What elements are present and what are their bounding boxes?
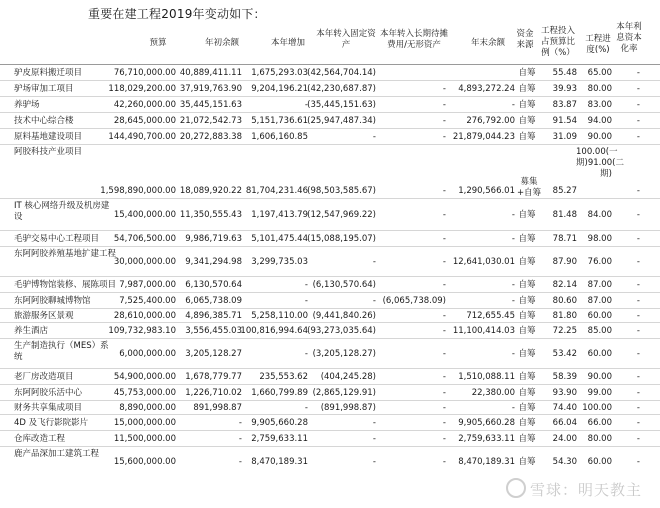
cell-progress: 90.00 bbox=[587, 372, 612, 382]
cell-begin: 9,341,294.98 bbox=[185, 257, 242, 267]
cell-budget: 15,600,000.00 bbox=[113, 457, 176, 467]
cell-progress: 98.00 bbox=[587, 234, 612, 244]
cell-begin: 891,998.87 bbox=[193, 403, 242, 413]
cell-ratio: 93.90 bbox=[552, 388, 577, 398]
cell-to-fixed: (15,088,195.07) bbox=[307, 234, 376, 244]
cell-end: 2,759,633.11 bbox=[458, 434, 515, 444]
cell-progress: 60.00 bbox=[587, 457, 612, 467]
cell-cap-rate: - bbox=[636, 296, 640, 306]
cell-cap-rate: - bbox=[636, 434, 640, 444]
watermark-text: 雪球：明天教主 bbox=[529, 481, 642, 499]
cell-name: 阿胶科技产业项目 bbox=[14, 147, 83, 157]
cell-cap-rate: - bbox=[636, 280, 640, 290]
cell-to-fixed: (25,947,487.34) bbox=[307, 116, 376, 126]
cell-budget: 76,710,000.00 bbox=[113, 68, 176, 78]
cell-to-fixed: (93,273,035.64) bbox=[307, 326, 376, 336]
cell-ratio: 55.48 bbox=[552, 68, 577, 78]
cell-begin: 35,445,151.63 bbox=[179, 100, 242, 110]
header-source: 资金来源 bbox=[516, 29, 534, 50]
table-row bbox=[0, 96, 660, 113]
table-row bbox=[0, 276, 660, 293]
cell-source: 募集+自筹 bbox=[516, 177, 542, 198]
cell-cap-rate: - bbox=[636, 100, 640, 110]
table-row bbox=[0, 80, 660, 97]
watermark bbox=[506, 478, 642, 500]
cell-add: 235,553.62 bbox=[259, 372, 308, 382]
cell-ratio: 53.42 bbox=[552, 349, 577, 359]
cell-name: 养驴场 bbox=[14, 100, 40, 110]
cell-to-fixed: (42,230,687.87) bbox=[307, 84, 376, 94]
cell-add: 5,258,110.00 bbox=[251, 311, 308, 321]
table-row bbox=[0, 446, 660, 477]
cell-name: 东阿阿胶乐活中心 bbox=[14, 388, 83, 398]
cell-add: 1,606,160.85 bbox=[251, 132, 308, 142]
cell-end: 4,893,272.24 bbox=[458, 84, 515, 94]
cell-budget: 30,000,000.00 bbox=[113, 257, 176, 267]
cell-end: 712,655.45 bbox=[466, 311, 515, 321]
cell-to-longterm: - bbox=[442, 326, 446, 336]
cell-to-longterm: - bbox=[442, 257, 446, 267]
cell-add: 2,759,633.11 bbox=[251, 434, 308, 444]
cell-progress: 90.00 bbox=[587, 132, 612, 142]
cell-cap-rate: - bbox=[636, 116, 640, 126]
cell-to-fixed: (98,503,585.67) bbox=[307, 186, 376, 196]
cell-cap-rate: - bbox=[636, 457, 640, 467]
cell-to-fixed: - bbox=[372, 296, 376, 306]
cell-name: 原料基地建设项目 bbox=[14, 132, 83, 142]
table-row bbox=[0, 198, 660, 231]
cell-to-fixed: (9,441,840.26) bbox=[312, 311, 376, 321]
cell-ratio: 81.48 bbox=[552, 210, 577, 220]
cell-ratio: 91.54 bbox=[552, 116, 577, 126]
cell-ratio: 39.93 bbox=[552, 84, 577, 94]
cell-cap-rate: - bbox=[636, 186, 640, 196]
cell-end: 1,510,088.11 bbox=[458, 372, 515, 382]
cell-progress: 80.00 bbox=[587, 84, 612, 94]
table-row bbox=[0, 430, 660, 447]
cell-budget: 118,029,200.00 bbox=[108, 84, 176, 94]
cell-source: 自筹 bbox=[518, 372, 536, 382]
cell-source: 自筹 bbox=[518, 234, 536, 244]
cell-to-longterm: (6,065,738.09) bbox=[382, 296, 446, 306]
cell-ratio: 54.30 bbox=[552, 457, 577, 467]
cell-source: 自筹 bbox=[518, 280, 536, 290]
cell-end: - bbox=[511, 296, 515, 306]
cell-add: - bbox=[304, 349, 308, 359]
table-title: 重要在建工程2019年变动如下： bbox=[88, 7, 266, 21]
cell-source: 自筹 bbox=[518, 68, 536, 78]
cell-to-longterm: - bbox=[442, 280, 446, 290]
cell-to-fixed: - bbox=[372, 257, 376, 267]
cell-to-fixed: - bbox=[372, 457, 376, 467]
cell-to-fixed: - bbox=[372, 132, 376, 142]
cell-name: 生产制造执行（MES）系统 bbox=[14, 341, 109, 362]
table-row bbox=[0, 400, 660, 415]
cell-to-longterm: - bbox=[442, 434, 446, 444]
table-row bbox=[0, 384, 660, 401]
header-cap-rate: 本年利息资本化率 bbox=[616, 22, 642, 54]
cell-begin: 1,226,710.02 bbox=[185, 388, 242, 398]
cell-begin: 4,896,385.71 bbox=[185, 311, 242, 321]
cell-source: 自筹 bbox=[518, 84, 536, 94]
cell-to-fixed: - bbox=[372, 418, 376, 428]
table-row bbox=[0, 230, 660, 247]
cell-end: - bbox=[511, 210, 515, 220]
header-to-longterm: 本年转入长期待摊费用/无形资产 bbox=[380, 29, 449, 50]
cell-to-fixed: (404,245.28) bbox=[320, 372, 376, 382]
cell-to-longterm: - bbox=[442, 372, 446, 382]
cell-progress: 87.00 bbox=[587, 296, 612, 306]
cell-to-longterm: - bbox=[442, 234, 446, 244]
header-begin: 年初余额 bbox=[204, 38, 239, 48]
cell-cap-rate: - bbox=[636, 388, 640, 398]
cell-to-longterm: - bbox=[442, 116, 446, 126]
cell-to-fixed: (3,205,128.27) bbox=[312, 349, 376, 359]
cell-to-longterm: - bbox=[442, 311, 446, 321]
cell-end: 11,100,414.03 bbox=[452, 326, 515, 336]
cell-source: 自筹 bbox=[518, 296, 536, 306]
cell-progress: 100.00(一期)91.00(二期) bbox=[576, 147, 624, 179]
cell-ratio: 66.04 bbox=[552, 418, 577, 428]
cell-budget: 54,900,000.00 bbox=[113, 372, 176, 382]
cell-progress: 60.00 bbox=[587, 311, 612, 321]
cell-source: 自筹 bbox=[518, 457, 536, 467]
table-header bbox=[0, 22, 660, 64]
cell-add: 9,905,660.28 bbox=[251, 418, 308, 428]
cell-to-fixed: - bbox=[372, 434, 376, 444]
cell-to-longterm: - bbox=[442, 84, 446, 94]
header-to-fixed: 本年转入固定资产 bbox=[316, 29, 376, 50]
cell-ratio: 78.71 bbox=[552, 234, 577, 244]
cell-to-longterm: - bbox=[442, 349, 446, 359]
table-row bbox=[0, 144, 660, 199]
cell-to-longterm: - bbox=[442, 418, 446, 428]
cell-progress: 100.00 bbox=[582, 403, 612, 413]
cell-name: 技术中心综合楼 bbox=[14, 116, 74, 126]
cell-add: - bbox=[304, 280, 308, 290]
cell-to-fixed: (891,998.87) bbox=[320, 403, 376, 413]
cell-to-longterm: - bbox=[442, 210, 446, 220]
cell-ratio: 31.09 bbox=[552, 132, 577, 142]
cell-to-fixed: (12,547,969.22) bbox=[307, 210, 376, 220]
cell-source: 自筹 bbox=[518, 257, 536, 267]
cell-end: 12,641,030.01 bbox=[452, 257, 515, 267]
cell-budget: 42,260,000.00 bbox=[113, 100, 176, 110]
cell-to-longterm: - bbox=[442, 388, 446, 398]
cell-to-fixed: (35,445,151.63) bbox=[307, 100, 376, 110]
cell-begin: - bbox=[238, 434, 242, 444]
cell-progress: 66.00 bbox=[587, 418, 612, 428]
table-row bbox=[0, 64, 660, 81]
cell-ratio: 72.25 bbox=[552, 326, 577, 336]
table-row bbox=[0, 368, 660, 385]
cell-to-longterm: - bbox=[442, 132, 446, 142]
cell-begin: - bbox=[238, 418, 242, 428]
cell-add: - bbox=[304, 100, 308, 110]
cell-add: 8,470,189.31 bbox=[251, 457, 308, 467]
cell-cap-rate: - bbox=[636, 418, 640, 428]
cell-to-fixed: (42,564,704.14) bbox=[307, 68, 376, 78]
cell-cap-rate: - bbox=[636, 311, 640, 321]
cell-budget: 54,706,500.00 bbox=[113, 234, 176, 244]
cell-cap-rate: - bbox=[636, 132, 640, 142]
cell-progress: 94.00 bbox=[587, 116, 612, 126]
cell-name: 毛驴博物馆装修、展陈项目 bbox=[14, 280, 117, 290]
cell-begin: 6,065,738.09 bbox=[185, 296, 242, 306]
cell-add: 81,704,231.46 bbox=[245, 186, 308, 196]
cell-ratio: 58.39 bbox=[552, 372, 577, 382]
cell-begin: 40,889,411.11 bbox=[179, 68, 242, 78]
cell-begin: 9,986,719.63 bbox=[185, 234, 242, 244]
cell-name: IT 核心网络升级及机房建设 bbox=[14, 201, 110, 222]
cell-progress: 65.00 bbox=[587, 68, 612, 78]
cell-progress: 83.00 bbox=[587, 100, 612, 110]
cell-end: - bbox=[511, 349, 515, 359]
cell-end: 8,470,189.31 bbox=[458, 457, 515, 467]
table-row bbox=[0, 292, 660, 309]
table-row bbox=[0, 128, 660, 145]
cell-to-longterm: - bbox=[442, 186, 446, 196]
cell-begin: 21,072,542.73 bbox=[179, 116, 242, 126]
cell-source: 自筹 bbox=[518, 311, 536, 321]
cell-ratio: 87.90 bbox=[552, 257, 577, 267]
cell-budget: 109,732,983.10 bbox=[108, 326, 176, 336]
cell-begin: 11,350,555.43 bbox=[179, 210, 242, 220]
cell-progress: 60.00 bbox=[587, 349, 612, 359]
cell-budget: 28,610,000.00 bbox=[113, 311, 176, 321]
cell-cap-rate: - bbox=[636, 349, 640, 359]
cell-add: 5,101,475.44 bbox=[251, 234, 308, 244]
cell-budget: 144,490,700.00 bbox=[108, 132, 176, 142]
table-row bbox=[0, 322, 660, 339]
cell-progress: 76.00 bbox=[587, 257, 612, 267]
cell-cap-rate: - bbox=[636, 68, 640, 78]
cell-add: 5,151,736.61 bbox=[251, 116, 308, 126]
cell-name: 驴皮原料搬迁项目 bbox=[14, 68, 83, 78]
cell-ratio: 81.80 bbox=[552, 311, 577, 321]
cell-budget: 7,987,000.00 bbox=[119, 280, 176, 290]
cell-add: 1,675,293.03 bbox=[251, 68, 308, 78]
cell-source: 自筹 bbox=[518, 388, 536, 398]
cell-name: 老厂房改造项目 bbox=[14, 372, 74, 382]
cell-end: - bbox=[511, 280, 515, 290]
cell-add: 1,660,799.89 bbox=[251, 388, 308, 398]
cell-name: 4D 及飞行影院影片 bbox=[14, 418, 89, 428]
cell-begin: 18,089,920.22 bbox=[179, 186, 242, 196]
cell-cap-rate: - bbox=[636, 234, 640, 244]
cell-budget: 15,000,000.00 bbox=[113, 418, 176, 428]
cell-budget: 8,890,000.00 bbox=[119, 403, 176, 413]
cell-budget: 7,525,400.00 bbox=[119, 296, 176, 306]
cell-end: 9,905,660.28 bbox=[458, 418, 515, 428]
cell-source: 自筹 bbox=[518, 100, 536, 110]
cell-end: - bbox=[511, 234, 515, 244]
cell-ratio: 85.27 bbox=[552, 186, 577, 196]
cell-to-longterm: - bbox=[442, 403, 446, 413]
cell-begin: 1,678,779.77 bbox=[185, 372, 242, 382]
cell-name: 鹿产品深加工建筑工程 bbox=[14, 449, 100, 459]
cell-to-longterm: - bbox=[442, 100, 446, 110]
cell-begin: - bbox=[238, 457, 242, 467]
cell-source: 自筹 bbox=[518, 116, 536, 126]
cell-budget: 45,753,000.00 bbox=[113, 388, 176, 398]
cell-progress: 80.00 bbox=[587, 434, 612, 444]
cell-add: - bbox=[304, 296, 308, 306]
cell-to-fixed: (6,130,570.64) bbox=[312, 280, 376, 290]
cell-add: 9,204,196.21 bbox=[251, 84, 308, 94]
table-row bbox=[0, 112, 660, 129]
cell-name: 驴场审加工项目 bbox=[14, 84, 74, 94]
cell-begin: 3,205,128.27 bbox=[185, 349, 242, 359]
cell-cap-rate: - bbox=[636, 372, 640, 382]
cell-progress: 87.00 bbox=[587, 280, 612, 290]
cell-begin: 20,272,883.38 bbox=[179, 132, 242, 142]
cell-name: 东阿阿胶聊城博物馆 bbox=[14, 296, 91, 306]
header-end: 年末余额 bbox=[470, 38, 505, 48]
cell-cap-rate: - bbox=[636, 326, 640, 336]
header-progress: 工程进度(%) bbox=[585, 34, 611, 55]
table-row bbox=[0, 246, 660, 277]
cell-ratio: 24.00 bbox=[552, 434, 577, 444]
cell-progress: 85.00 bbox=[587, 326, 612, 336]
cell-end: 276,792.00 bbox=[466, 116, 515, 126]
table-row bbox=[0, 308, 660, 323]
cell-cap-rate: - bbox=[636, 84, 640, 94]
cell-to-longterm: - bbox=[442, 457, 446, 467]
cell-end: - bbox=[511, 100, 515, 110]
cell-budget: 28,645,000.00 bbox=[113, 116, 176, 126]
cell-cap-rate: - bbox=[636, 403, 640, 413]
cell-begin: 3,556,455.03 bbox=[185, 326, 242, 336]
table-row bbox=[0, 414, 660, 431]
cell-source: 自筹 bbox=[518, 418, 536, 428]
cell-begin: 6,130,570.64 bbox=[185, 280, 242, 290]
cell-ratio: 83.87 bbox=[552, 100, 577, 110]
cell-ratio: 74.40 bbox=[552, 403, 577, 413]
cell-name: 东阿阿胶养殖基地扩建工程 bbox=[14, 249, 117, 259]
header-ratio: 工程投入占预算比例（%） bbox=[540, 26, 575, 58]
cell-end: 21,879,044.23 bbox=[452, 132, 515, 142]
cell-add: 3,299,735.03 bbox=[251, 257, 308, 267]
header-add: 本年增加 bbox=[270, 38, 305, 48]
cell-budget: 15,400,000.00 bbox=[113, 210, 176, 220]
cell-cap-rate: - bbox=[636, 210, 640, 220]
table-row bbox=[0, 338, 660, 369]
cell-progress: 84.00 bbox=[587, 210, 612, 220]
cell-budget: 6,000,000.00 bbox=[119, 349, 176, 359]
snowball-logo-icon bbox=[506, 478, 526, 498]
cell-name: 仓库改造工程 bbox=[14, 434, 66, 444]
cell-source: 自筹 bbox=[518, 326, 536, 336]
cell-source: 自筹 bbox=[518, 132, 536, 142]
cell-add: - bbox=[304, 403, 308, 413]
cell-budget: 11,500,000.00 bbox=[113, 434, 176, 444]
cell-cap-rate: - bbox=[636, 257, 640, 267]
cell-budget: 1,598,890,000.00 bbox=[100, 186, 176, 196]
cell-add: 1,197,413.79 bbox=[251, 210, 308, 220]
cell-source: 自筹 bbox=[518, 349, 536, 359]
cell-source: 自筹 bbox=[518, 403, 536, 413]
cell-begin: 37,919,763.90 bbox=[179, 84, 242, 94]
cell-name: 财务共享集成项目 bbox=[14, 403, 83, 413]
cell-ratio: 82.14 bbox=[552, 280, 577, 290]
cell-name: 毛驴交易中心工程项目 bbox=[14, 234, 100, 244]
cell-to-fixed: (2,865,129.91) bbox=[312, 388, 376, 398]
cell-end: - bbox=[511, 403, 515, 413]
cell-ratio: 80.60 bbox=[552, 296, 577, 306]
cell-source: 自筹 bbox=[518, 210, 536, 220]
cell-source: 自筹 bbox=[518, 434, 536, 444]
cell-name: 旅游服务区景观 bbox=[14, 311, 74, 321]
cell-add: 100,816,994.64 bbox=[240, 326, 308, 336]
cell-progress: 99.00 bbox=[587, 388, 612, 398]
cell-name: 养生酒店 bbox=[14, 326, 49, 336]
cell-end: 1,290,566.01 bbox=[458, 186, 515, 196]
cell-end: 22,380.00 bbox=[471, 388, 515, 398]
header-budget: 预算 bbox=[149, 38, 167, 48]
